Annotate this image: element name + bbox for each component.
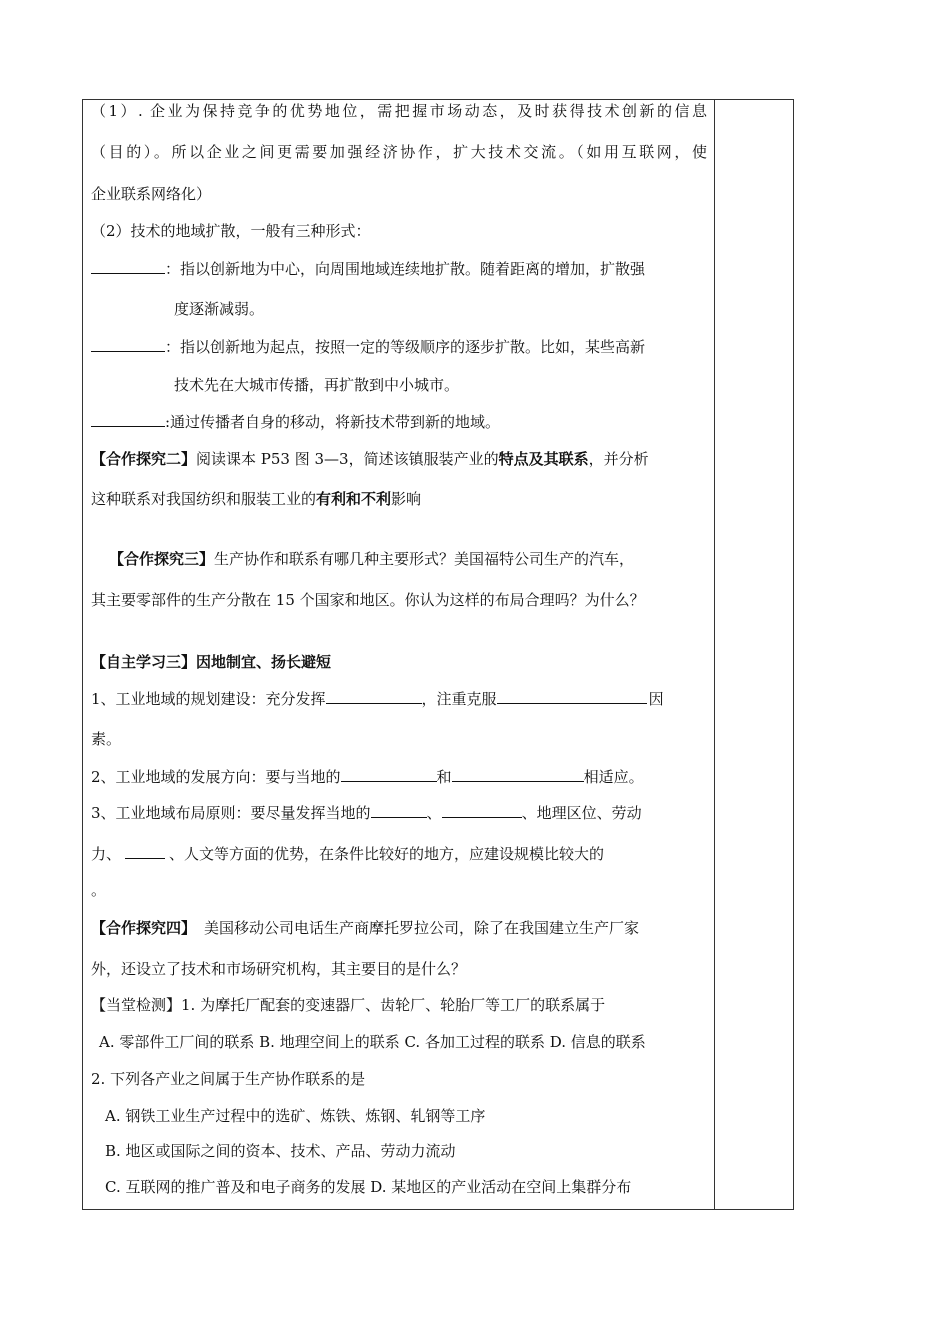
exploration-4	[91, 917, 707, 939]
question-3	[91, 801, 707, 824]
diffusion-form-3-text: :通过传播者自身的移动，将新技术带到新的地域。	[165, 413, 501, 431]
exploration-2	[91, 448, 707, 470]
exploration-3-cont: 其主要零部件的生产分散在 15 个国家和地区。你认为这样的布局合理吗？为什么？	[91, 591, 645, 609]
diffusion-form-1-text: ：指以创新地为中心，向周围地域连续地扩散。随着距离的增加，扩散强	[165, 260, 646, 278]
exploration-3-text: 生产协作和联系有哪几种主要形式？美国福特公司生产的汽车，	[214, 550, 635, 568]
exploration-4-text: 美国移动公司电话生产商摩托罗拉公司，除了在我国建立生产厂家	[204, 919, 640, 937]
question-3-end: 。	[91, 881, 107, 899]
answer-blank[interactable]	[452, 765, 584, 782]
exploration-2-cont	[91, 488, 707, 510]
quiz-title: 【当堂检测】	[91, 996, 182, 1014]
question-2	[91, 765, 707, 788]
answer-blank[interactable]	[341, 765, 437, 782]
para-1-line-2: （目的）。所以企业之间更需要加强经济协作，扩大技术交流。（如用互联网，使	[91, 143, 707, 161]
diffusion-intro: （2）技术的地域扩散，一般有三种形式：	[91, 222, 371, 240]
quiz-q2: 2. 下列各产业之间属于生产协作联系的是	[91, 1070, 366, 1088]
quiz-q1	[91, 994, 707, 1016]
diffusion-form-2-text: ：指以创新地为起点，按照一定的等级顺序的逐步扩散。比如，某些高新	[165, 338, 646, 356]
question-1-text: ，注重克服	[421, 690, 497, 708]
diffusion-form-1	[91, 257, 707, 280]
question-3-text: 3、工业地域布局原则：要尽量发挥当地的	[91, 804, 371, 822]
exploration-2-emph: 特点及其联系	[498, 450, 589, 468]
question-2-text: 相适应。	[583, 768, 644, 786]
diffusion-form-2	[91, 335, 707, 358]
para-1-line-3: 企业联系网络化）	[91, 185, 212, 203]
question-3-cont	[91, 842, 707, 865]
answer-blank[interactable]	[91, 335, 165, 352]
exploration-2-text: 这种联系对我国纺织和服装工业的	[91, 490, 317, 508]
question-2-text: 和	[436, 768, 452, 786]
exploration-2-text: 阅读课本 P53 图 3—3，简述该镇服装产业的	[196, 450, 499, 468]
exploration-2-title: 【合作探究二】	[91, 450, 197, 468]
diffusion-form-1-cont: 度逐渐减弱。	[174, 300, 265, 318]
self-study-3-title	[91, 651, 707, 673]
section-heading: 【自主学习三】因地制宜、扬长避短	[91, 653, 332, 671]
question-3-text: 、	[426, 804, 442, 822]
answer-blank[interactable]	[91, 257, 165, 274]
exploration-3	[109, 548, 725, 570]
quiz-q1-text: 1. 为摩托厂配套的变速器厂、齿轮厂、轮胎厂等工厂的联系属于	[181, 996, 606, 1014]
diffusion-form-3	[91, 410, 707, 433]
exploration-3-title: 【合作探究三】	[109, 550, 215, 568]
answer-blank[interactable]	[371, 801, 427, 818]
answer-blank[interactable]	[125, 842, 165, 859]
question-1-text: 因	[648, 690, 664, 708]
exploration-4-cont: 外，还设立了技术和市场研究机构，其主要目的是什么？	[91, 960, 467, 978]
exploration-2-text: ，并分析	[588, 450, 649, 468]
question-3-text: 力、	[91, 845, 122, 863]
exploration-2-emph: 有利和不利	[316, 490, 392, 508]
question-1-text: 1、工业地域的规划建设：充分发挥	[91, 690, 326, 708]
quiz-q2-option-b: B. 地区或国际之间的资本、技术、产品、劳动力流动	[105, 1142, 456, 1160]
exploration-2-text: 影响	[391, 490, 422, 508]
quiz-q2-option-cd: C. 互联网的推广普及和电子商务的发展 D. 某地区的产业活动在空间上集群分布	[105, 1178, 632, 1196]
answer-blank[interactable]	[326, 687, 422, 704]
question-3-text: 、地理区位、劳动	[521, 804, 642, 822]
para-1-line-1: （1）. 企业为保持竞争的优势地位，需把握市场动态，及时获得技术创新的信息	[91, 102, 707, 120]
question-1	[91, 687, 707, 710]
answer-blank[interactable]	[497, 687, 647, 704]
question-2-text: 2、工业地域的发展方向：要与当地的	[91, 768, 341, 786]
question-3-text: 、人文等方面的优势，在条件比较好的地方，应建设规模比较大的	[169, 845, 605, 863]
diffusion-form-2-cont: 技术先在大城市传播，再扩散到中小城市。	[174, 376, 460, 394]
answer-blank[interactable]	[91, 410, 165, 427]
answer-blank[interactable]	[442, 801, 522, 818]
exploration-4-title: 【合作探究四】	[91, 919, 197, 937]
quiz-q2-option-a: A. 钢铁工业生产过程中的选矿、炼铁、炼钢、轧钢等工序	[105, 1107, 486, 1125]
question-1-cont: 素。	[91, 730, 122, 748]
quiz-q1-options: A. 零部件工厂间的联系 B. 地理空间上的联系 C. 各加工过程的联系 D. 信息的联系	[99, 1033, 646, 1051]
